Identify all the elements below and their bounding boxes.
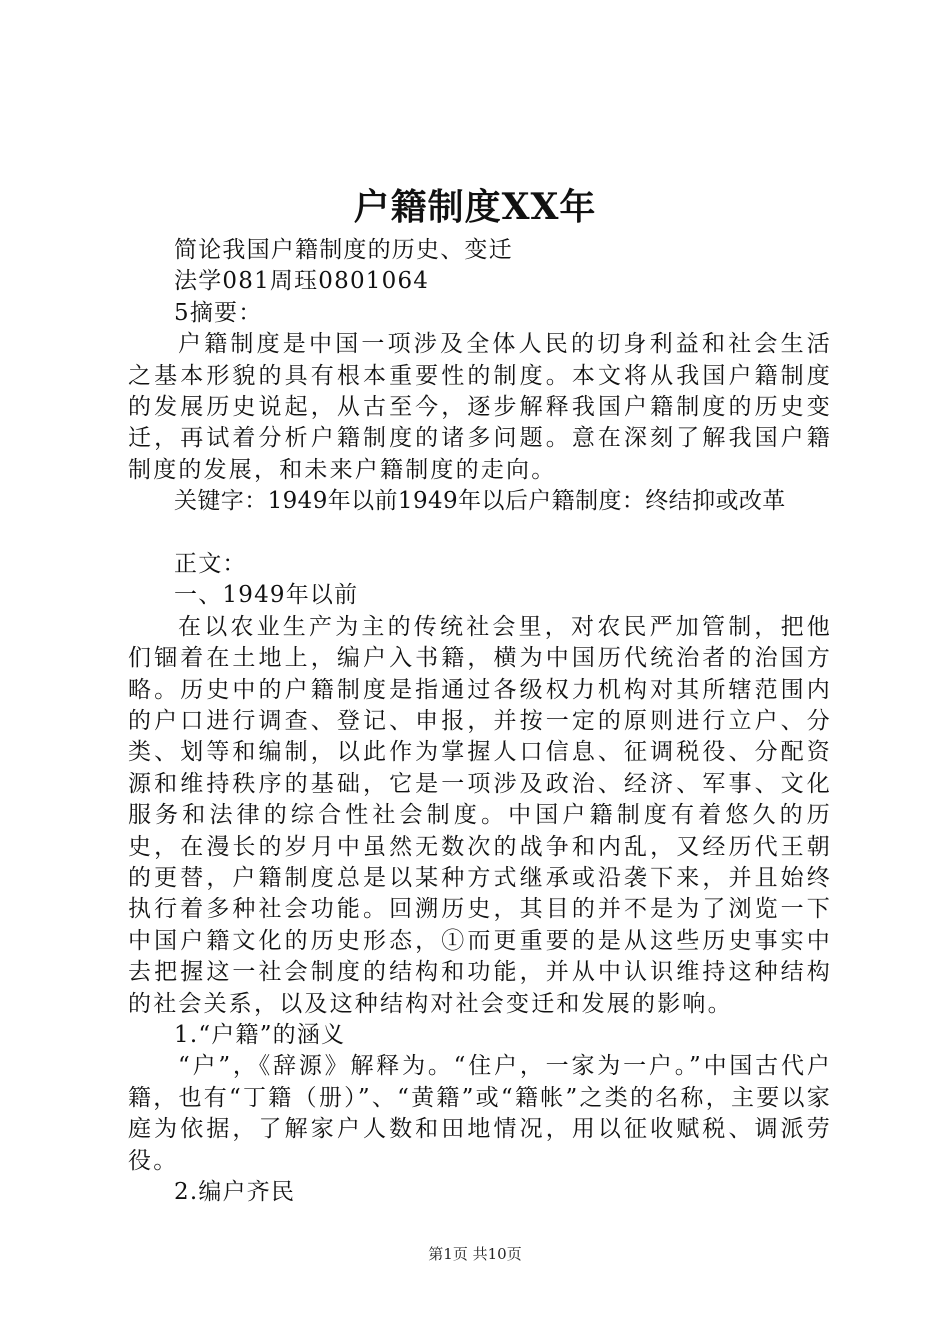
page-indicator: 第1页 共10页 <box>428 1245 522 1263</box>
author-line: 法学081周珏0801064 <box>174 268 430 295</box>
subsection-heading: 2.编户齐民 <box>174 1179 296 1206</box>
blank-line <box>128 518 832 549</box>
abstract-heading: 5摘要： <box>174 299 263 326</box>
keywords-line: 关键字：1949年以前1949年以后户籍制度：终结抑或改革 <box>174 488 786 515</box>
subsection-body: “户”，《辞源》解释为。“住户，一家为一户。”中国古代户籍，也有“丁籍（册）”、“黄籍”或“籍帐”之类的名称，主要以家庭为依据，了解家户人数和田地情况，用以征收赋税、调派劳役。 <box>128 1053 832 1174</box>
document-body <box>128 235 832 1208</box>
subtitle: 简论我国户籍制度的历史、变迁 <box>174 237 513 263</box>
section-body: 在以农业生产为主的传统社会里，对农民严加管制，把他们锢着在土地上，编户入书籍，横为中国历代统治者的治国方略。历史中的户籍制度是指通过各级权力机构对其所辖范围内的户口进行调查、登记、申报，并按一定的原则进行立户、分类、划等和编制，以此作为掌握人口信息、征调税役、分配资源和维持秩序的基础，它是一项涉及政治、经济、军事、文化服务和法律的综合性社会制度。中国户籍制度有着悠久的历史，在漫长的岁月中虽然无数次的战争和内乱，又经历代王朝的更替，户籍制度总是以某种方式继承或沿袭下来，并且始终执行着多种社会功能。回溯历史，其目的并不是为了浏览一下中国户籍文化的历史形态，①而更重要的是从这些历史事实中去把握这一社会制度的结构和功能，并从中认识维持这种结构的社会关系，以及这种结构对社会变迁和发展的影响。 <box>128 613 832 1017</box>
document-title: 户籍制度XX年 <box>353 186 597 228</box>
main-heading: 正文： <box>174 550 247 577</box>
abstract-body: 户籍制度是中国一项涉及全体人民的切身利益和社会生活之基本形貌的具有根本重要性的制度。本文将从我国户籍制度的发展历史说起，从古至今，逐步解释我国户籍制度的历史变迁，再试着分析户籍制度的诸多问题。意在深刻了解我国户籍制度的发展，和未来户籍制度的走向。 <box>128 331 832 483</box>
subsection-heading: 1.“户籍”的涵义 <box>174 1022 346 1049</box>
section-heading: 一、1949年以前 <box>174 582 359 609</box>
